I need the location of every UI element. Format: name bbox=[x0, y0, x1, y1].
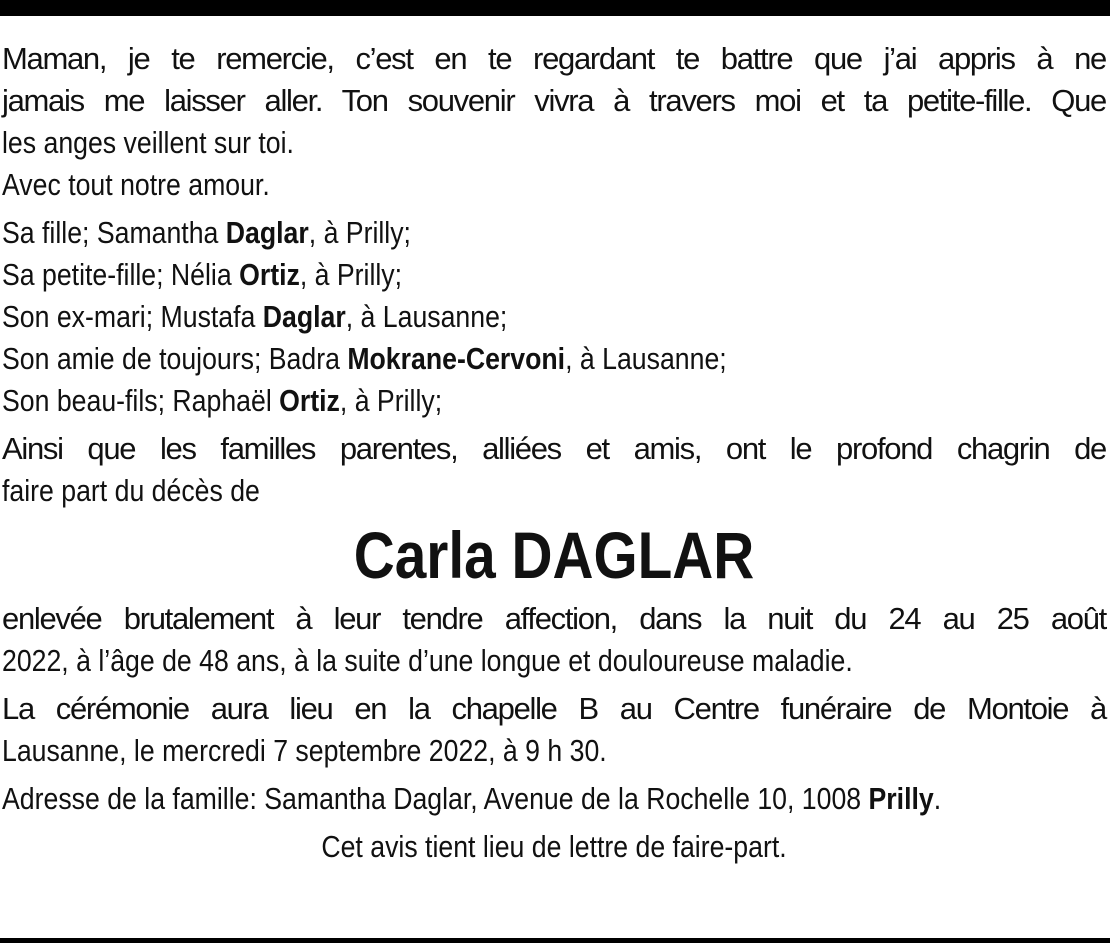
announcement-line-1: Ainsi que les familles parentes, alliées et amis, ont le profond chagrin de bbox=[2, 431, 1106, 466]
obituary-notice bbox=[2, 38, 1106, 868]
family-list bbox=[2, 212, 1106, 422]
family-address: Adresse de la famille: Samantha Daglar, Avenue de la Rochelle 10, 1008 Prilly. bbox=[2, 781, 942, 816]
family-surname: Daglar bbox=[225, 215, 309, 250]
family-member: Son ex-mari; Mustafa Daglar, à Lausanne; bbox=[2, 299, 508, 334]
intro-paragraph bbox=[2, 38, 1106, 206]
family-member: Sa fille; Samantha Daglar, à Prilly; bbox=[2, 215, 411, 250]
family-surname: Ortiz bbox=[279, 383, 340, 418]
intro-line-2: jamais me laisser aller. Ton souvenir vivra à travers moi et ta petite-fille. Que bbox=[2, 83, 1106, 118]
address-city: Prilly bbox=[868, 781, 934, 816]
ceremony-line-2: Lausanne, le mercredi 7 septembre 2022, à 9 h 30. bbox=[2, 733, 607, 768]
deceased-name: Carla DAGLAR bbox=[353, 518, 755, 592]
intro-line-1: Maman, je te remercie, c’est en te regardant te battre que j’ai appris à ne bbox=[2, 41, 1106, 76]
intro-line-4: Avec tout notre amour. bbox=[2, 167, 270, 202]
intro-line-3: les anges veillent sur toi. bbox=[2, 125, 294, 160]
ceremony-paragraph bbox=[2, 688, 1106, 772]
family-member: Sa petite-fille; Nélia Ortiz, à Prilly; bbox=[2, 257, 403, 292]
family-surname: Ortiz bbox=[239, 257, 300, 292]
announcement-line-2: faire part du décès de bbox=[2, 473, 260, 508]
top-rule bbox=[0, 0, 1110, 16]
death-details-line-2: 2022, à l’âge de 48 ans, à la suite d’une longue et douloureuse maladie. bbox=[2, 643, 853, 678]
closing-note: Cet avis tient lieu de lettre de faire-part. bbox=[321, 829, 787, 864]
announcement-paragraph bbox=[2, 428, 1106, 512]
family-member: Son amie de toujours; Badra Mokrane-Cervoni, à Lausanne; bbox=[2, 341, 727, 376]
family-member: Son beau-fils; Raphaël Ortiz, à Prilly; bbox=[2, 383, 443, 418]
ceremony-line-1: La cérémonie aura lieu en la chapelle B au Centre funéraire de Montoie à bbox=[2, 691, 1106, 726]
death-details-paragraph bbox=[2, 598, 1106, 682]
death-details-line-1: enlevée brutalement à leur tendre affection, dans la nuit du 24 au 25 août bbox=[2, 601, 1106, 636]
family-surname: Daglar bbox=[262, 299, 346, 334]
family-surname: Mokrane-Cervoni bbox=[347, 341, 566, 376]
bottom-rule bbox=[0, 938, 1110, 943]
